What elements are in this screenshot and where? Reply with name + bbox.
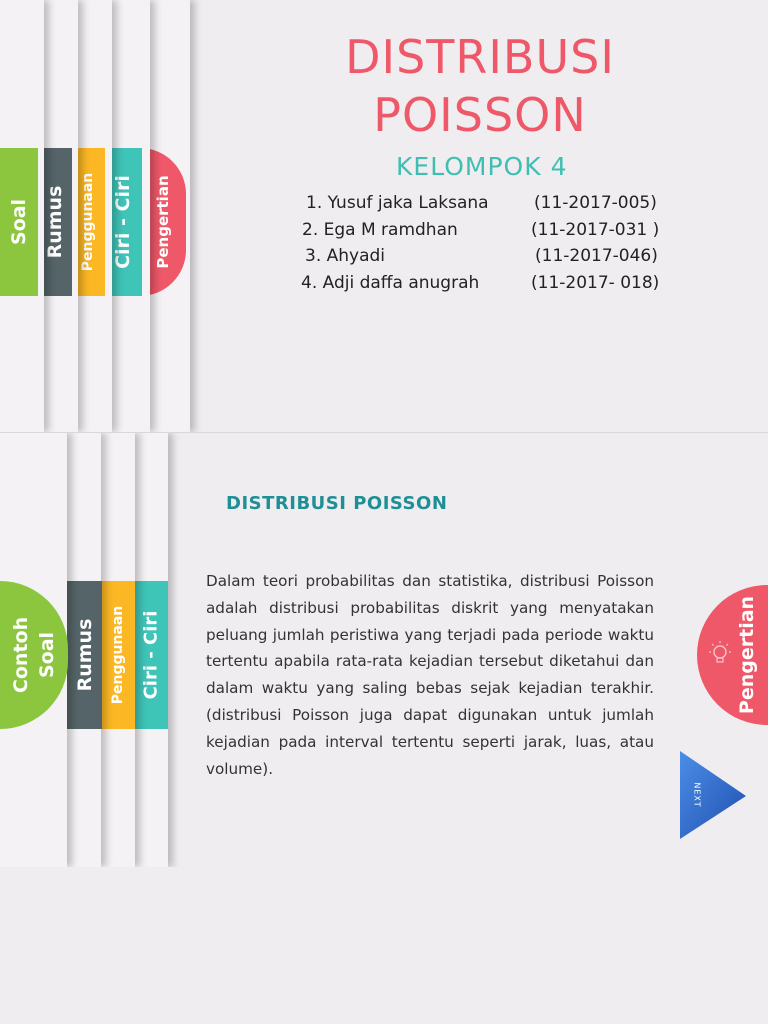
tab-rumus-label: Rumus bbox=[43, 185, 66, 259]
tab-rumus-2[interactable] bbox=[67, 581, 102, 729]
next-button[interactable] bbox=[680, 751, 748, 845]
section-title: DISTRIBUSI POISSON bbox=[226, 493, 448, 514]
tab-contoh-soal-line-1: Contoh bbox=[10, 616, 32, 694]
member-id-1: (11-2017-005) bbox=[534, 193, 657, 213]
page-title bbox=[330, 28, 630, 144]
tab-contoh-soal-line-2: Soal bbox=[36, 631, 58, 679]
member-name-1: 1. Yusuf jaka Laksana bbox=[306, 193, 489, 213]
member-name-2: 2. Ega M ramdhan bbox=[302, 220, 458, 240]
member-name-4: 4. Adji daffa anugrah bbox=[301, 273, 480, 293]
tab-soal[interactable] bbox=[0, 148, 38, 296]
active-tab-label: Pengertian bbox=[736, 595, 758, 715]
tab-ciri-ciri-label: Ciri - Ciri bbox=[112, 175, 134, 269]
tab-penggunaan-2-label: Penggunaan bbox=[110, 605, 126, 705]
member-id-4: (11-2017- 018) bbox=[531, 273, 660, 293]
tab-soal-label: Soal bbox=[8, 198, 30, 246]
slide-title bbox=[0, 0, 768, 432]
definition-paragraph: Dalam teori probabilitas dan statistika, distribusi Poisson adalah distribusi probabilitas diskrit yang menyatakan peluang jumlah peristiwa yang terjadi pada periode waktu tertentu apabila rata-rata kejadian tersebut diketahui dan dalam waktu yang saling bebas sejak kejadian terakhir. (distribusi Poisson juga dapat digunakan untuk jumlah kejadian pada interval tertentu seperti jarak, luas, atau volume). bbox=[206, 572, 654, 778]
tab-penggunaan-2[interactable] bbox=[101, 581, 135, 729]
group-subtitle: KELOMPOK 4 bbox=[396, 152, 568, 181]
lightbulb-icon bbox=[705, 639, 735, 673]
member-name-3: 3. Ahyadi bbox=[305, 246, 386, 266]
tab-ciri-ciri-2-label: Ciri - Ciri bbox=[140, 610, 162, 700]
member-id-3: (11-2017-046) bbox=[535, 246, 658, 266]
title-line-2: POISSON bbox=[373, 88, 587, 142]
member-id-2: (11-2017-031 ) bbox=[531, 220, 660, 240]
tab-contoh-soal-label bbox=[8, 617, 60, 693]
tab-rumus-2-label: Rumus bbox=[73, 618, 96, 692]
tab-pengertian-label: Pengertian bbox=[154, 175, 172, 269]
tab-ciri-ciri-2[interactable] bbox=[134, 581, 168, 729]
active-tab-pengertian[interactable] bbox=[697, 585, 768, 725]
title-line-1: DISTRIBUSI bbox=[345, 30, 615, 84]
next-button-label: NEXT bbox=[692, 782, 702, 808]
tab-penggunaan-label: Penggunaan bbox=[80, 172, 96, 272]
